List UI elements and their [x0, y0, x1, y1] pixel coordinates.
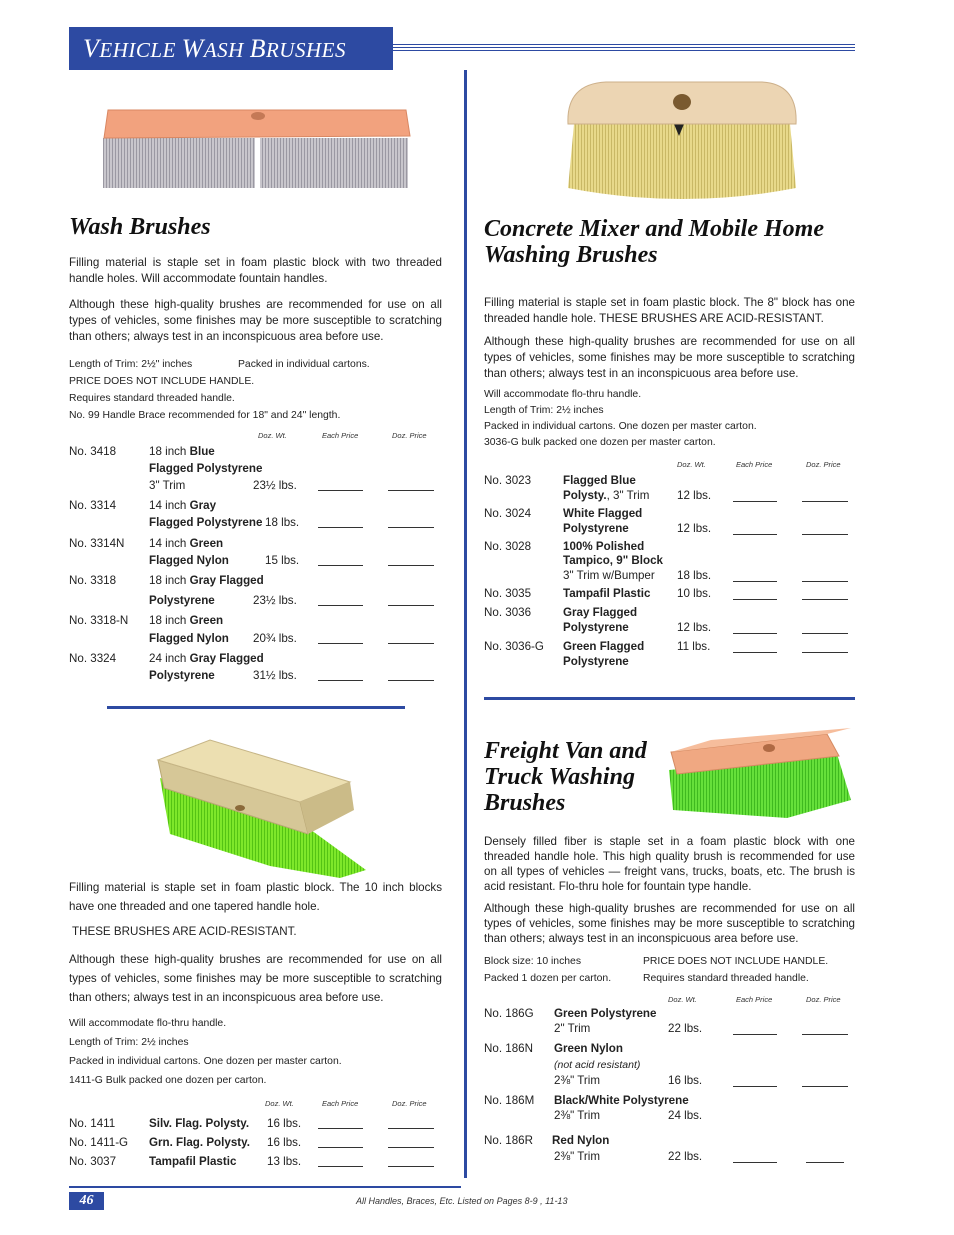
item-weight: 11 lbs.	[677, 640, 711, 653]
col-doz-price: Doz. Price	[392, 1099, 427, 1108]
doz-price-blank	[802, 1023, 848, 1035]
item-no: No. 3035	[484, 587, 532, 600]
lower-note-2: Length of Trim: 2½ inches	[69, 1037, 189, 1048]
item-name: Tampafil Plastic	[149, 1155, 237, 1168]
doz-price-blank	[388, 1117, 434, 1129]
item-trim: 2" Trim	[554, 1022, 591, 1035]
each-price-blank	[318, 669, 363, 681]
item-weight: 23½ lbs.	[253, 594, 297, 607]
doz-price-blank	[388, 1155, 434, 1167]
each-price-blank	[733, 1075, 777, 1087]
each-price-blank	[318, 1136, 363, 1148]
item-no: No. 1411	[69, 1117, 116, 1130]
list-item	[484, 1041, 864, 1089]
header-rule	[393, 44, 855, 45]
item-material: Polystyrene	[563, 655, 629, 668]
item-color: Gray	[189, 499, 217, 512]
item-size: 18 inch	[149, 574, 190, 587]
item-no: No. 3324	[69, 652, 117, 665]
item-no: No. 3036-G	[484, 640, 544, 653]
column-divider	[464, 70, 467, 1178]
freight-block-size: Block size: 10 inches	[484, 956, 582, 967]
doz-price-blank	[388, 479, 434, 491]
wash-trim: Length of Trim: 2½" inches	[69, 359, 193, 370]
item-name: Flagged Nylon	[149, 632, 229, 645]
item-name: Flagged Blue	[563, 474, 636, 487]
item-no: No. 186R	[484, 1134, 533, 1147]
item-weight: 23½ lbs.	[253, 479, 297, 492]
item-color: Blue	[189, 445, 215, 458]
col-each-price: Each Price	[736, 995, 773, 1004]
col-doz-price: Doz. Price	[806, 460, 841, 469]
each-price-blank	[318, 632, 363, 644]
each-price-blank	[318, 1155, 363, 1167]
item-material: Polysty.	[563, 489, 607, 502]
item-material: Polystyrene	[563, 621, 629, 634]
list-item	[69, 1134, 449, 1152]
concrete-note-3: Packed in individual cartons. One dozen per master carton.	[484, 421, 757, 432]
list-item	[484, 1133, 864, 1165]
item-trim: 2⅜" Trim	[554, 1074, 600, 1087]
doz-price-blank	[806, 1151, 844, 1163]
item-no: No. 3314N	[69, 537, 125, 550]
item-name: Black/White Polystyrene	[554, 1094, 689, 1107]
item-size: 14 inch	[149, 537, 190, 550]
vehicle-brush-image	[150, 738, 372, 880]
item-weight: 24 lbs.	[668, 1109, 703, 1122]
doz-price-blank	[802, 1075, 848, 1087]
list-item	[484, 473, 864, 505]
item-size: 18 inch	[149, 614, 190, 627]
doz-price-blank	[388, 554, 434, 566]
header-rule	[393, 47, 855, 48]
item-trim: 3" Trim	[149, 479, 186, 492]
list-item	[484, 605, 864, 637]
item-trim: 2⅜" Trim	[554, 1109, 600, 1122]
page-number: 46	[69, 1192, 104, 1210]
list-item	[484, 1006, 864, 1038]
item-size: 18 inch	[149, 445, 190, 458]
item-trim: 3" Trim w/Bumper	[563, 569, 655, 582]
col-doz-wt: Doz. Wt.	[258, 431, 287, 440]
each-price-blank	[318, 554, 363, 566]
item-note: (not acid resistant)	[554, 1059, 641, 1071]
item-color: Gray Flagged	[189, 574, 264, 587]
list-item	[484, 1093, 864, 1125]
item-name: Green Flagged	[563, 640, 645, 653]
each-price-blank	[733, 641, 777, 653]
list-item	[69, 497, 449, 533]
item-no: No. 186G	[484, 1007, 534, 1020]
item-weight: 12 lbs.	[677, 522, 712, 535]
concrete-desc-2: Although these high-quality brushes are recommended for use on all types of vehicles, some finishes may be more susceptible to scratching than others; always test in an inconspicuous area before use.	[484, 335, 855, 380]
item-name: Red Nylon	[552, 1134, 610, 1147]
each-price-blank	[733, 1151, 777, 1163]
each-price-blank	[733, 622, 777, 634]
wash-desc-1: Filling material is staple set in foam plastic block with two threaded handle holes. Will accommodate fountain handles.	[69, 256, 442, 285]
item-no: No. 186N	[484, 1042, 533, 1055]
item-no: No. 3036	[484, 606, 532, 619]
doz-price-blank	[388, 669, 434, 681]
doz-price-blank	[388, 594, 434, 606]
item-weight: 15 lbs.	[265, 554, 300, 567]
lower-note-1: Will accommodate flo-thru handle.	[69, 1018, 227, 1029]
list-item	[69, 612, 449, 650]
freight-title-line2: Truck Washing	[484, 764, 635, 790]
wash-requires: Requires standard threaded handle.	[69, 393, 235, 404]
list-item	[484, 586, 864, 603]
item-name: Grn. Flag. Polysty.	[149, 1136, 250, 1149]
item-weight: 22 lbs.	[668, 1150, 703, 1163]
freight-title-line3: Brushes	[484, 790, 566, 816]
col-each-price: Each Price	[322, 1099, 359, 1108]
item-trim: , 3" Trim	[606, 489, 650, 502]
wash-brush-image	[100, 104, 412, 190]
freight-price-note: PRICE DOES NOT INCLUDE HANDLE.	[643, 956, 829, 967]
freight-desc-2: Although these high-quality brushes are recommended for use on all types of vehicles, some finishes may be more susceptible to scratching than others; always test in an inconspicuous area before use.	[484, 902, 855, 945]
concrete-title-line2: Washing Brushes	[484, 242, 658, 268]
item-size: 14 inch	[149, 499, 190, 512]
item-no: No. 3318	[69, 574, 117, 587]
wash-brace: No. 99 Handle Brace recommended for 18" and 24" length.	[69, 410, 341, 421]
col-doz-wt: Doz. Wt.	[265, 1099, 294, 1108]
doz-price-blank	[802, 641, 848, 653]
list-item	[69, 1153, 449, 1171]
item-material: Polystyrene	[563, 522, 629, 535]
each-price-blank	[733, 570, 777, 582]
footer-rule	[69, 1186, 461, 1188]
doz-price-blank	[802, 523, 848, 535]
header-rule	[393, 50, 855, 51]
doz-price-blank	[802, 588, 848, 600]
list-item	[69, 572, 449, 610]
item-color: Green	[189, 614, 224, 627]
item-no: No. 3028	[484, 540, 532, 553]
col-doz-wt: Doz. Wt.	[677, 460, 706, 469]
each-price-blank	[733, 588, 777, 600]
freight-brush-image	[667, 726, 853, 822]
doz-price-blank	[802, 622, 848, 634]
wash-packed: Packed in individual cartons.	[238, 359, 370, 370]
list-item	[69, 650, 449, 688]
each-price-blank	[318, 1117, 363, 1129]
item-color: Gray Flagged	[189, 652, 264, 665]
item-no: No. 3037	[69, 1155, 117, 1168]
col-doz-price: Doz. Price	[392, 431, 427, 440]
item-no: No. 3024	[484, 507, 532, 520]
item-weight: 16 lbs.	[267, 1117, 302, 1130]
freight-title-line1: Freight Van and	[484, 738, 647, 764]
col-each-price: Each Price	[322, 431, 359, 440]
item-name: Polystyrene	[149, 594, 215, 607]
item-weight: 13 lbs.	[267, 1155, 302, 1168]
lower-desc-2: Although these high-quality brushes are recommended for use on all types of vehicles, some finishes may be more susceptible to scratching than others; always test in an inconspicuous area before use.	[69, 953, 442, 1004]
each-price-blank	[733, 1023, 777, 1035]
item-weight: 22 lbs.	[668, 1022, 703, 1035]
item-name: Flagged Polystyrene	[149, 462, 263, 475]
item-name: White Flagged	[563, 507, 643, 520]
item-color: Green	[189, 537, 224, 550]
item-no: No. 1411-G	[69, 1136, 129, 1149]
item-material: Tampico, 9" Block	[563, 554, 663, 567]
item-weight: 10 lbs.	[677, 587, 712, 600]
lower-note-4: 1411-G Bulk packed one dozen per carton.	[69, 1075, 267, 1086]
section-divider	[484, 697, 855, 700]
item-weight: 18 lbs.	[265, 516, 300, 529]
item-no: No. 3418	[69, 445, 117, 458]
item-weight: 16 lbs.	[267, 1136, 302, 1149]
doz-price-blank	[802, 490, 848, 502]
doz-price-blank	[388, 632, 434, 644]
concrete-note-4: 3036-G bulk packed one dozen per master carton.	[484, 437, 716, 448]
item-no: No. 3318-N	[69, 614, 129, 627]
concrete-brush-image	[566, 78, 798, 204]
item-name: 100% Polished	[563, 540, 645, 553]
item-no: No. 3023	[484, 474, 532, 487]
each-price-blank	[733, 490, 777, 502]
list-item	[69, 1115, 449, 1133]
lower-note-3: Packed in individual cartons. One dozen per master carton.	[69, 1056, 342, 1067]
each-price-blank	[733, 523, 777, 535]
doz-price-blank	[388, 1136, 434, 1148]
item-no: No. 186M	[484, 1094, 535, 1107]
lower-acid-note: THESE BRUSHES ARE ACID-RESISTANT.	[72, 925, 297, 938]
item-name: Polystyrene	[149, 669, 215, 682]
item-trim: 2⅜" Trim	[554, 1150, 600, 1163]
item-name: Flagged Nylon	[149, 554, 229, 567]
section-divider	[107, 706, 405, 709]
list-item	[484, 639, 864, 671]
list-item	[69, 443, 449, 495]
concrete-note-2: Length of Trim: 2½ inches	[484, 405, 604, 416]
doz-price-blank	[388, 516, 434, 528]
col-doz-wt: Doz. Wt.	[668, 995, 697, 1004]
lower-desc-1: Filling material is staple set in foam plastic block. The 10 inch blocks have one threaded and one tapered handle hole.	[69, 881, 442, 913]
page-title: VEHICLE WASH BRUSHES	[69, 27, 393, 70]
freight-requires: Requires standard threaded handle.	[643, 973, 809, 984]
footer-note: All Handles, Braces, Etc. Listed on Pages 8-9 , 11-13	[356, 1196, 568, 1206]
concrete-title-line1: Concrete Mixer and Mobile Home	[484, 216, 824, 242]
col-each-price: Each Price	[736, 460, 773, 469]
item-weight: 31½ lbs.	[253, 669, 297, 682]
list-item	[69, 535, 449, 571]
item-weight: 12 lbs.	[677, 489, 712, 502]
item-name: Tampafil Plastic	[563, 587, 651, 600]
item-name: Flagged Polystyrene	[149, 516, 263, 529]
item-weight: 20¾ lbs.	[253, 632, 297, 645]
item-weight: 16 lbs.	[668, 1074, 703, 1087]
item-name: Silv. Flag. Polysty.	[149, 1117, 250, 1130]
col-doz-price: Doz. Price	[806, 995, 841, 1004]
list-item	[484, 539, 864, 587]
freight-packed: Packed 1 dozen per carton.	[484, 973, 612, 984]
item-no: No. 3314	[69, 499, 117, 512]
concrete-desc-1: Filling material is staple set in foam plastic block. The 8" block has one threaded handle hole. THESE BRUSHES ARE ACID-RESISTANT.	[484, 296, 855, 325]
freight-desc-1: Densely filled fiber is staple set in a foam plastic block with one threaded handle hole. This high quality brush is recommended for use on all types of vehicles — freight vans, trucks, boats, etc. The brush is acid resistant. Flo-thru hole for fountain type handle.	[484, 835, 855, 893]
item-weight: 12 lbs.	[677, 621, 712, 634]
item-size: 24 inch	[149, 652, 190, 665]
wash-brushes-title: Wash Brushes	[69, 214, 211, 240]
concrete-note-1: Will accommodate flo-thru handle.	[484, 389, 642, 400]
item-weight: 18 lbs.	[677, 569, 712, 582]
doz-price-blank	[802, 570, 848, 582]
list-item	[484, 506, 864, 538]
each-price-blank	[318, 516, 363, 528]
item-name: Green Nylon	[554, 1042, 623, 1055]
each-price-blank	[318, 479, 363, 491]
wash-desc-2: Although these high-quality brushes are recommended for use on all types of vehicles, some finishes may be more susceptible to scratching than others; always test in an inconspicuous area before use.	[69, 298, 442, 343]
item-name: Gray Flagged	[563, 606, 638, 619]
each-price-blank	[318, 594, 363, 606]
wash-price-note: PRICE DOES NOT INCLUDE HANDLE.	[69, 376, 255, 387]
item-name: Green Polystyrene	[554, 1007, 657, 1020]
